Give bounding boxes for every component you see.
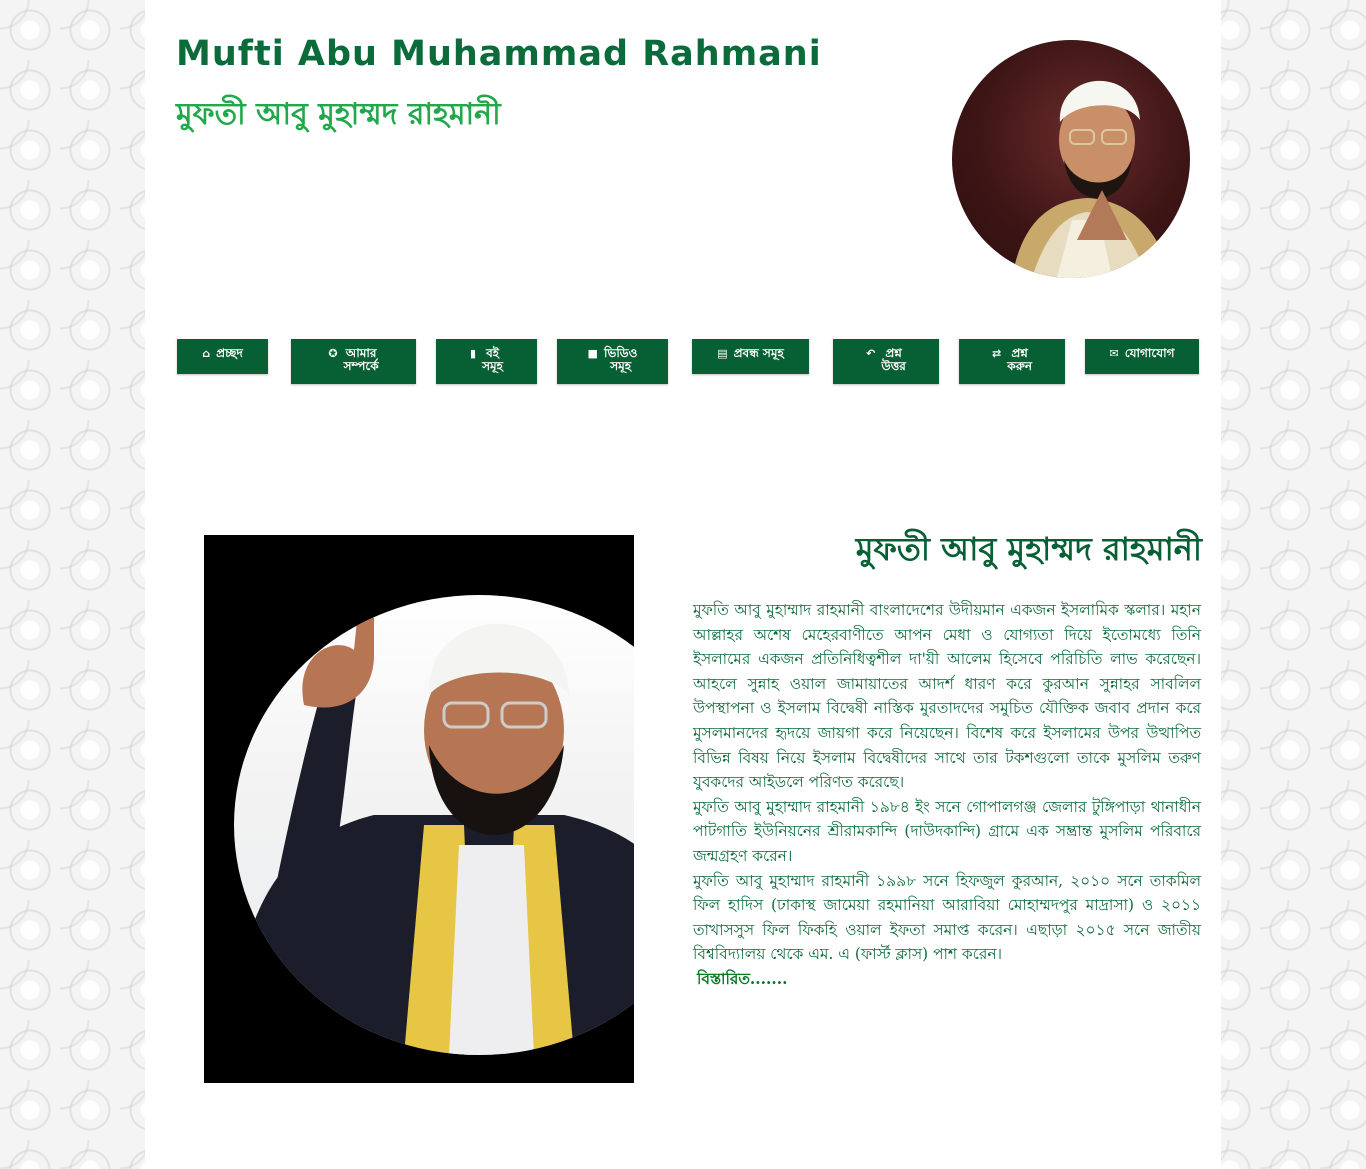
newspaper-icon: ▤ [717, 347, 728, 360]
envelope-icon: ✉ [1109, 347, 1119, 360]
nav-about-label: আমার সম্পর্কে [343, 346, 379, 373]
nav-articles-button[interactable] [692, 339, 809, 374]
nav-books-button[interactable] [436, 339, 537, 384]
retweet-icon: ⇄ [992, 347, 1002, 360]
profile-photo-illustration [234, 595, 634, 1055]
nav-qa-label: প্রশ্ন উত্তর [881, 346, 906, 373]
nav-videos-label: ভিডিও সমূহ [603, 346, 638, 373]
video-icon: ■ [587, 347, 598, 360]
nav-contact-label: যোগাযোগ [1124, 346, 1175, 360]
nav-articles-label: প্রবন্ধ সমূহ [733, 346, 784, 360]
nav-home-button[interactable] [177, 339, 268, 374]
reply-icon: ↶ [866, 347, 876, 360]
nav-ask-label: প্রশ্ন করুন [1007, 346, 1032, 373]
bio-paragraph: মুফতি আবু মুহাম্মাদ রাহমানী ১৯৯৮ সনে হিফজুল কুরআন, ২০১০ সনে তাকমিল ফিল হাদিস (ঢাকাস্থ জামেয়া রহমানিয়া আরাবিয়া মোহাম্মদপুর মাদ্রাসা) ও ২০১১ তাখাসসুস ফিল ফিকহি ওয়াল ইফতা সমাপ্ত করেন। এছাড়া ২০১৫ সনে জাতীয় বিশ্ববিদ্যালয় থেকে এম. এ (ফার্স্ট ক্লাস) পাশ করেন। [693, 871, 1201, 964]
content-title: মুফতী আবু মুহাম্মদ রাহমানী [855, 530, 1202, 568]
nav-home-label: প্রচ্ছদ [216, 346, 243, 360]
page-container [145, 0, 1221, 1169]
site-title-english: Mufti Abu Muhammad Rahmani [176, 34, 822, 74]
nav-books-label: বই সমূহ [482, 346, 503, 373]
profile-photo [204, 535, 634, 1083]
nav-about-button[interactable] [291, 339, 416, 384]
main-navigation [145, 0, 1221, 400]
book-icon: ▮ [470, 347, 477, 360]
nav-contact-button[interactable] [1085, 339, 1199, 374]
star-icon: ✪ [328, 347, 338, 360]
read-more-link[interactable]: বিস্তারিত....... [697, 969, 788, 988]
site-title-bangla: মুফতী আবু মুহাম্মদ রাহমানী [176, 97, 501, 132]
nav-videos-button[interactable] [557, 339, 668, 384]
profile-photo-circle [234, 595, 634, 1055]
home-icon: ⌂ [202, 347, 211, 360]
nav-ask-button[interactable] [959, 339, 1065, 384]
bio-paragraph: মুফতি আবু মুহাম্মাদ রাহমানী ১৯৮৪ ইং সনে গোপালগঞ্জ জেলার টুঙ্গিপাড়া থানাধীন পাটগাতি ইউনিয়নের শ্রীরামকান্দি (দাউদকান্দি) গ্রামে এক সম্ভ্রান্ত মুসলিম পরিবারে জন্মগ্রহণ করেন। [693, 797, 1201, 865]
biography-text [693, 598, 1201, 992]
nav-qa-button[interactable] [833, 339, 939, 384]
bio-paragraph: মুফতি আবু মুহাম্মাদ রাহমানী বাংলাদেশের উদীয়মান একজন ইসলামিক স্কলার। মহান আল্লাহর অশেষ মেহেরবাণীতে আপন মেধা ও যোগ্যতা দিয়ে ইতোমধ্যে তিনি ইসলামের একজন প্রতিনিধিত্বশীল দা'য়ী আলেম হিসেবে পরিচিতি লাভ করেছেন। আহলে সুন্নাহ ওয়াল জামায়াতের আদর্শ ধারণ করে কুরআন সুন্নাহর সাবলিল উপস্থাপনা ও ইসলাম বিদ্বেষী নাস্তিক মুরতাদদের সমুচিত যৌক্তিক জবাব প্রদান করে মুসলমানদের হৃদয়ে জায়গা করে নিয়েছেন। বিশেষ করে ইসলামের উপর উত্থাপিত বিভিন্ন বিষয় নিয়ে ইসলাম বিদ্বেষীদের সাথে তার টকশগুলো তাকে মুসলিম তরুণ যুবকদের আইডলে পরিণত করেছে। [693, 601, 1201, 792]
